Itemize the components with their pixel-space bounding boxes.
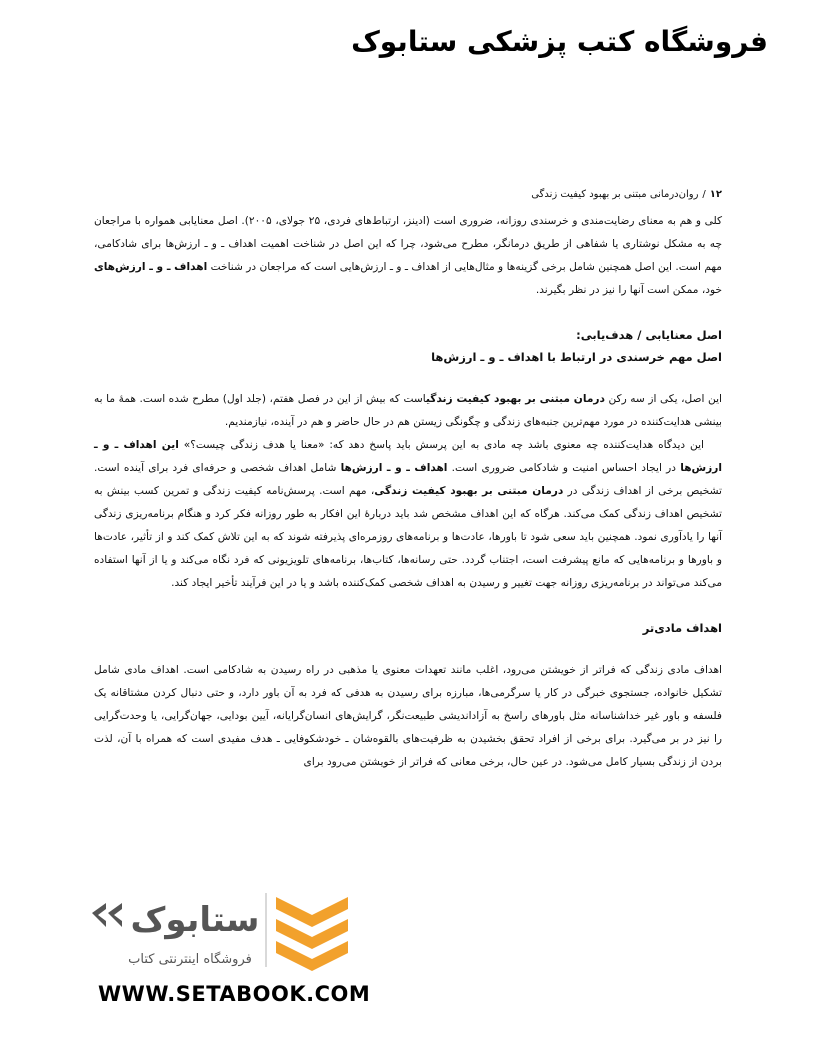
setabook-logo <box>80 875 360 985</box>
logo-tagline: فروشگاه اینترنتی کتاب <box>128 952 252 967</box>
section-heading-1: اصل معنایابی / هدف‌یابی: <box>576 328 722 342</box>
p2-bold: درمان مبتنی بر بهبود کیفیت زندگی <box>425 393 605 405</box>
intro-end: خود، ممکن است آنها را نیز در نظر بگیرند. <box>535 284 722 296</box>
p2-a: این اصل، یکی از سه رکن <box>608 393 722 405</box>
p3-g: ، مهم است. پرسش‌نامه کیفیت زندگی و تمرین کسب بینش به تشخیص اهداف زندگی کمک می‌کند. هرگاه که این اهداف مشخص شد باید دربارهٔ این افکار به طور روزانه فکر کرد و هنگام برنامه‌ریزی زندگی آنها را یادآوری نمود. همچنین باید سعی شود تا باورها، عادت‌ها و برنامه‌های روزمره‌ای پذیرفته شوند که به این تلاش کمک کند و از تأثیر، عادت‌ها و باورها و برنامه‌هایی که مانع پیشرفت است، اجتناب گردد. حتی رسانه‌ها، کتاب‌ها، برنامه‌های تلویزیونی که فرد نگاه می‌کند و یا از آنها استفاده می‌کند می‌تواند در برنامه‌ریزی روزانه جهت تغییر و رسیدن به اهداف شخصی کمک‌کننده باشد و یا در این فرآیند تأخیر ایجاد کند. <box>94 485 722 589</box>
page-body <box>94 210 722 774</box>
logo-brand-text: ستابوک <box>130 900 260 940</box>
page-header <box>82 188 722 202</box>
p3-bold-1: این اهداف ـ و ـ ارزش‌ها <box>94 439 722 474</box>
p3-bold-3: درمان مبتنی بر بهبود کیفیت زندگی <box>374 485 564 497</box>
paragraph-intro <box>94 210 722 302</box>
section-heading-2: اهداف مادی‌تر <box>642 621 722 635</box>
paragraph-2 <box>94 388 722 434</box>
intro-text: کلی و هم به معنای رضایت‌مندی و خرسندی روزانه، ضروری است (ادینز، ارتباط‌های فردی، ۲۵ جولای، ۲۰۰۵). اصل معنایابی همواره با مراجعان چه به مشکل نوشتاری یا شفاهی از طریق درمانگر، مطرح می‌شود، چرا که این اصل در شناخت اهمیت اهداف ـ و ـ ارزش‌ها برای شادکامی، مهم است. این اصل همچنین شامل برخی گزینه‌ها و مثال‌هایی از اهداف ـ و ـ ارزش‌هایی است که مراجعان در شناخت <box>94 215 722 273</box>
brand-mark-icon <box>92 900 259 967</box>
header-separator: / <box>702 189 706 200</box>
running-title: روان‌درمانی مبتنی بر بهبود کیفیت زندگی <box>531 189 699 200</box>
section-heading-1-sub: اصل مهم خرسندی در ارتباط با اهداف ـ و ـ ارزش‌ها <box>431 350 722 364</box>
p3-bold-2: اهداف ـ و ـ ارزش‌ها <box>340 462 448 474</box>
p3-c: در ایجاد احساس امنیت و شادکامی ضروری است. <box>451 462 676 474</box>
p2-c: است که بیش از این در فصل هفتم، (جلد اول) مطرح شده است. همهٔ ما به بینشی هدایت‌کننده در مورد مهم‌ترین جنبه‌های زندگی و چگونگی زیستن هم در حال حاضر و هم در آینده، نیازمندیم. <box>94 393 722 428</box>
p3-a: این دیدگاه هدایت‌کننده چه معنوی باشد چه مادی به این پرسش باید پاسخ دهد که: «معنا یا هدف زندگی چیست؟» <box>183 439 704 451</box>
store-title: فروشگاه کتب پزشکی ستابوک <box>351 25 768 58</box>
p3-e: شامل اهداف شخصی و حرفه‌ای فرد برای آینده است. تشخیص برخی از اهداف زندگی در <box>94 462 722 497</box>
footer-url[interactable]: WWW.SETABOOK.COM <box>98 982 371 1006</box>
intro-bold: اهداف ـ و ـ ارزش‌های <box>94 261 208 273</box>
book-chevron-icon <box>276 897 348 971</box>
paragraph-3 <box>94 434 722 595</box>
paragraph-4: اهداف مادی زندگی که فراتر از خویشتن می‌رود، اغلب مانند تعهدات معنوی یا مذهبی در راه رسیدن به شادکامی است. اهداف مادی شامل تشکیل خانواده، جستجوی خبرگی در کار یا سرگرمی‌ها، مبارزه برای رسیدن به هدفی که فرد به آن باور دارد، و حتی دنبال کردن مشتاقانه یک فلسفه و باور غیر خداشناسانه مثل باورهای راسخ به آزاداندیشی طبیعت‌نگر، گرایش‌های انسان‌گرایانه، آیین بودایی، جهان‌گرایی، یا وحدت‌گرایی را نیز در بر می‌گیرد. برای برخی از افراد تحقق بخشیدن به ظرفیت‌های بالقوه‌شان ـ خودشکوفایی ـ هدف مفیدی است که همراه با آن، لذت بردن از زندگی بسیار کامل می‌شود. در عین حال، برخی معانی که فراتر از خویشتن می‌رود برای <box>94 664 722 768</box>
page-number: ۱۲ <box>709 189 722 200</box>
